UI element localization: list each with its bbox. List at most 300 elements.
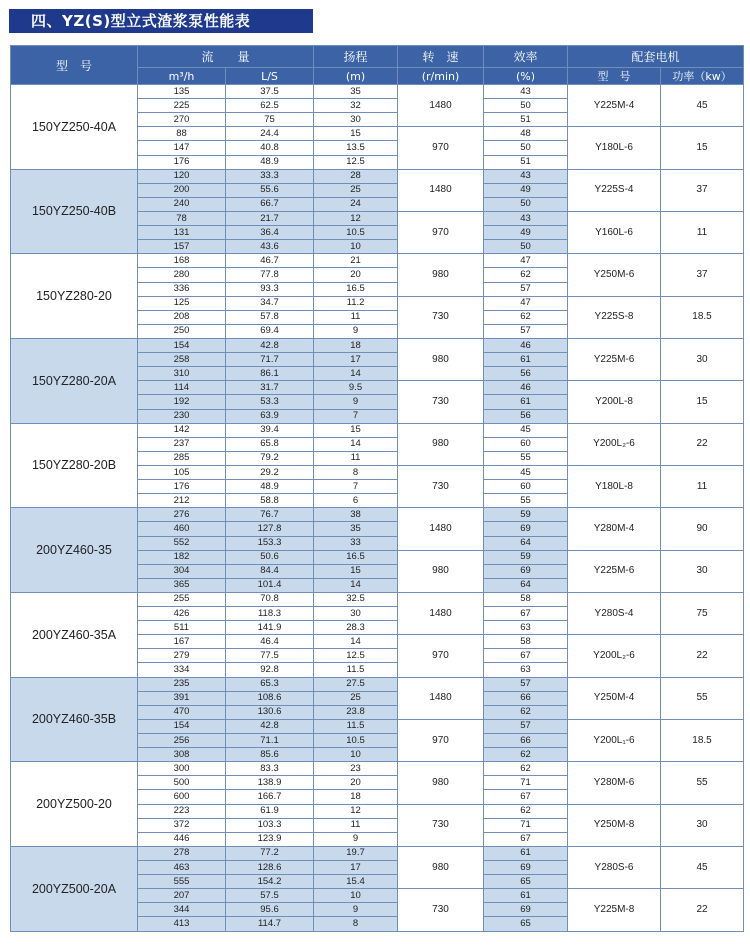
flow-ls-cell: 118.3 bbox=[226, 607, 314, 621]
flow-m3h-cell: 235 bbox=[138, 677, 226, 691]
motor-model-cell: Y280S-6 bbox=[568, 846, 661, 888]
head-cell: 7 bbox=[314, 480, 398, 494]
efficiency-cell: 66 bbox=[484, 734, 568, 748]
efficiency-cell: 61 bbox=[484, 353, 568, 367]
model-name: 200YZ500-20 bbox=[11, 762, 138, 847]
flow-ls-cell: 75 bbox=[226, 113, 314, 127]
flow-m3h-cell: 310 bbox=[138, 367, 226, 381]
head-cell: 14 bbox=[314, 635, 398, 649]
header-head-unit: (m) bbox=[314, 68, 398, 85]
head-cell: 25 bbox=[314, 691, 398, 705]
flow-ls-cell: 46.7 bbox=[226, 254, 314, 268]
flow-ls-cell: 92.8 bbox=[226, 663, 314, 677]
flow-m3h-cell: 391 bbox=[138, 691, 226, 705]
speed-cell: 970 bbox=[398, 635, 484, 677]
motor-power-cell: 37 bbox=[661, 254, 744, 296]
flow-m3h-cell: 511 bbox=[138, 621, 226, 635]
flow-m3h-cell: 230 bbox=[138, 409, 226, 423]
flow-ls-cell: 76.7 bbox=[226, 508, 314, 522]
flow-ls-cell: 95.6 bbox=[226, 903, 314, 917]
head-cell: 6 bbox=[314, 494, 398, 508]
head-cell: 16.5 bbox=[314, 550, 398, 564]
flow-ls-cell: 36.4 bbox=[226, 226, 314, 240]
table-row bbox=[11, 677, 744, 691]
table-row bbox=[11, 592, 744, 606]
head-cell: 27.5 bbox=[314, 677, 398, 691]
header-efficiency: 效率 bbox=[484, 46, 568, 68]
flow-ls-cell: 65.3 bbox=[226, 677, 314, 691]
flow-m3h-cell: 237 bbox=[138, 437, 226, 451]
speed-cell: 1480 bbox=[398, 592, 484, 634]
flow-ls-cell: 77.5 bbox=[226, 649, 314, 663]
speed-cell: 980 bbox=[398, 423, 484, 465]
flow-ls-cell: 79.2 bbox=[226, 451, 314, 465]
flow-ls-cell: 62.5 bbox=[226, 99, 314, 113]
flow-m3h-cell: 413 bbox=[138, 917, 226, 931]
head-cell: 30 bbox=[314, 113, 398, 127]
speed-cell: 730 bbox=[398, 804, 484, 846]
motor-model-cell: Y280M-6 bbox=[568, 762, 661, 804]
flow-m3h-cell: 258 bbox=[138, 353, 226, 367]
efficiency-cell: 67 bbox=[484, 607, 568, 621]
efficiency-cell: 50 bbox=[484, 197, 568, 211]
efficiency-cell: 45 bbox=[484, 465, 568, 479]
flow-ls-cell: 154.2 bbox=[226, 875, 314, 889]
head-cell: 32.5 bbox=[314, 592, 398, 606]
motor-power-cell: 11 bbox=[661, 211, 744, 253]
head-cell: 11 bbox=[314, 310, 398, 324]
efficiency-cell: 62 bbox=[484, 804, 568, 818]
flow-ls-cell: 24.4 bbox=[226, 127, 314, 141]
head-cell: 8 bbox=[314, 917, 398, 931]
flow-ls-cell: 130.6 bbox=[226, 705, 314, 719]
flow-ls-cell: 93.3 bbox=[226, 282, 314, 296]
motor-model-cell: Y180L-8 bbox=[568, 465, 661, 507]
efficiency-cell: 60 bbox=[484, 437, 568, 451]
flow-m3h-cell: 88 bbox=[138, 127, 226, 141]
speed-cell: 980 bbox=[398, 254, 484, 296]
flow-m3h-cell: 157 bbox=[138, 240, 226, 254]
flow-m3h-cell: 176 bbox=[138, 155, 226, 169]
head-cell: 10 bbox=[314, 240, 398, 254]
motor-model-cell: Y180L-6 bbox=[568, 127, 661, 169]
efficiency-cell: 63 bbox=[484, 663, 568, 677]
flow-ls-cell: 66.7 bbox=[226, 197, 314, 211]
head-cell: 18 bbox=[314, 338, 398, 352]
flow-m3h-cell: 208 bbox=[138, 310, 226, 324]
table-row bbox=[11, 423, 744, 437]
efficiency-cell: 64 bbox=[484, 578, 568, 592]
motor-model-cell: Y250M-8 bbox=[568, 804, 661, 846]
flow-m3h-cell: 255 bbox=[138, 592, 226, 606]
table-row bbox=[11, 254, 744, 268]
speed-cell: 730 bbox=[398, 296, 484, 338]
model-name: 150YZ280-20 bbox=[11, 254, 138, 339]
motor-model-cell: Y225S-8 bbox=[568, 296, 661, 338]
motor-power-cell: 18.5 bbox=[661, 296, 744, 338]
head-cell: 11 bbox=[314, 818, 398, 832]
flow-ls-cell: 123.9 bbox=[226, 832, 314, 846]
head-cell: 28.3 bbox=[314, 621, 398, 635]
efficiency-cell: 43 bbox=[484, 169, 568, 183]
efficiency-cell: 62 bbox=[484, 762, 568, 776]
model-block bbox=[11, 85, 744, 170]
flow-m3h-cell: 154 bbox=[138, 338, 226, 352]
flow-ls-cell: 42.8 bbox=[226, 719, 314, 733]
flow-ls-cell: 57.5 bbox=[226, 889, 314, 903]
flow-m3h-cell: 225 bbox=[138, 99, 226, 113]
flow-m3h-cell: 304 bbox=[138, 564, 226, 578]
motor-power-cell: 30 bbox=[661, 550, 744, 592]
flow-m3h-cell: 463 bbox=[138, 861, 226, 875]
efficiency-cell: 69 bbox=[484, 564, 568, 578]
flow-ls-cell: 58.8 bbox=[226, 494, 314, 508]
motor-model-cell: Y280S-4 bbox=[568, 592, 661, 634]
flow-m3h-cell: 279 bbox=[138, 649, 226, 663]
head-cell: 16.5 bbox=[314, 282, 398, 296]
flow-m3h-cell: 552 bbox=[138, 536, 226, 550]
efficiency-cell: 58 bbox=[484, 592, 568, 606]
efficiency-cell: 58 bbox=[484, 635, 568, 649]
model-block bbox=[11, 846, 744, 931]
efficiency-cell: 49 bbox=[484, 183, 568, 197]
page-title: 四、YZ(S)型立式渣浆泵性能表 bbox=[9, 9, 313, 33]
motor-power-cell: 30 bbox=[661, 804, 744, 846]
motor-power-cell: 18.5 bbox=[661, 719, 744, 761]
speed-cell: 1480 bbox=[398, 677, 484, 719]
model-block bbox=[11, 592, 744, 677]
flow-m3h-cell: 372 bbox=[138, 818, 226, 832]
head-cell: 9 bbox=[314, 832, 398, 846]
efficiency-cell: 57 bbox=[484, 719, 568, 733]
flow-m3h-cell: 336 bbox=[138, 282, 226, 296]
speed-cell: 980 bbox=[398, 762, 484, 804]
head-cell: 15 bbox=[314, 564, 398, 578]
flow-ls-cell: 61.9 bbox=[226, 804, 314, 818]
efficiency-cell: 51 bbox=[484, 155, 568, 169]
head-cell: 9 bbox=[314, 324, 398, 338]
efficiency-cell: 46 bbox=[484, 338, 568, 352]
flow-m3h-cell: 212 bbox=[138, 494, 226, 508]
flow-ls-cell: 128.6 bbox=[226, 861, 314, 875]
head-cell: 11.2 bbox=[314, 296, 398, 310]
speed-cell: 980 bbox=[398, 338, 484, 380]
efficiency-cell: 67 bbox=[484, 649, 568, 663]
efficiency-cell: 51 bbox=[484, 113, 568, 127]
speed-cell: 970 bbox=[398, 719, 484, 761]
flow-ls-cell: 70.8 bbox=[226, 592, 314, 606]
efficiency-cell: 49 bbox=[484, 226, 568, 240]
model-block bbox=[11, 762, 744, 847]
motor-power-cell: 55 bbox=[661, 677, 744, 719]
flow-m3h-cell: 168 bbox=[138, 254, 226, 268]
motor-model-cell: Y280M-4 bbox=[568, 508, 661, 550]
efficiency-cell: 66 bbox=[484, 691, 568, 705]
speed-cell: 730 bbox=[398, 889, 484, 931]
flow-ls-cell: 77.8 bbox=[226, 268, 314, 282]
model-block bbox=[11, 338, 744, 423]
head-cell: 15 bbox=[314, 127, 398, 141]
header-motor-power: 功率（kw） bbox=[661, 68, 744, 85]
motor-power-cell: 90 bbox=[661, 508, 744, 550]
model-block bbox=[11, 508, 744, 593]
head-cell: 13.5 bbox=[314, 141, 398, 155]
flow-ls-cell: 55.6 bbox=[226, 183, 314, 197]
efficiency-cell: 55 bbox=[484, 451, 568, 465]
flow-ls-cell: 166.7 bbox=[226, 790, 314, 804]
flow-ls-cell: 153.3 bbox=[226, 536, 314, 550]
motor-model-cell: Y200L-8 bbox=[568, 381, 661, 423]
efficiency-cell: 64 bbox=[484, 536, 568, 550]
flow-m3h-cell: 500 bbox=[138, 776, 226, 790]
flow-ls-cell: 85.6 bbox=[226, 748, 314, 762]
flow-m3h-cell: 555 bbox=[138, 875, 226, 889]
efficiency-cell: 63 bbox=[484, 621, 568, 635]
flow-ls-cell: 50.6 bbox=[226, 550, 314, 564]
flow-ls-cell: 40.8 bbox=[226, 141, 314, 155]
head-cell: 17 bbox=[314, 353, 398, 367]
efficiency-cell: 59 bbox=[484, 550, 568, 564]
flow-ls-cell: 39.4 bbox=[226, 423, 314, 437]
motor-power-cell: 45 bbox=[661, 85, 744, 127]
speed-cell: 980 bbox=[398, 550, 484, 592]
flow-ls-cell: 141.9 bbox=[226, 621, 314, 635]
table-row bbox=[11, 85, 744, 99]
header-flow: 流 量 bbox=[138, 46, 314, 68]
head-cell: 9.5 bbox=[314, 381, 398, 395]
flow-ls-cell: 33.3 bbox=[226, 169, 314, 183]
head-cell: 9 bbox=[314, 395, 398, 409]
header-flow-ls: L/S bbox=[226, 68, 314, 85]
head-cell: 12 bbox=[314, 211, 398, 225]
efficiency-cell: 47 bbox=[484, 254, 568, 268]
flow-m3h-cell: 278 bbox=[138, 846, 226, 860]
head-cell: 35 bbox=[314, 85, 398, 99]
flow-m3h-cell: 114 bbox=[138, 381, 226, 395]
efficiency-cell: 50 bbox=[484, 99, 568, 113]
efficiency-cell: 62 bbox=[484, 268, 568, 282]
efficiency-cell: 61 bbox=[484, 846, 568, 860]
flow-ls-cell: 48.9 bbox=[226, 480, 314, 494]
flow-ls-cell: 42.8 bbox=[226, 338, 314, 352]
flow-m3h-cell: 276 bbox=[138, 508, 226, 522]
model-name: 200YZ500-20A bbox=[11, 846, 138, 931]
flow-m3h-cell: 135 bbox=[138, 85, 226, 99]
efficiency-cell: 65 bbox=[484, 917, 568, 931]
flow-ls-cell: 21.7 bbox=[226, 211, 314, 225]
head-cell: 11 bbox=[314, 451, 398, 465]
header-efficiency-unit: (%) bbox=[484, 68, 568, 85]
flow-ls-cell: 53.3 bbox=[226, 395, 314, 409]
head-cell: 30 bbox=[314, 607, 398, 621]
model-block bbox=[11, 423, 744, 508]
flow-m3h-cell: 334 bbox=[138, 663, 226, 677]
head-cell: 24 bbox=[314, 197, 398, 211]
head-cell: 14 bbox=[314, 578, 398, 592]
head-cell: 35 bbox=[314, 522, 398, 536]
flow-m3h-cell: 147 bbox=[138, 141, 226, 155]
flow-m3h-cell: 470 bbox=[138, 705, 226, 719]
flow-m3h-cell: 240 bbox=[138, 197, 226, 211]
motor-model-cell: Y225S-4 bbox=[568, 169, 661, 211]
flow-m3h-cell: 285 bbox=[138, 451, 226, 465]
flow-m3h-cell: 256 bbox=[138, 734, 226, 748]
model-block bbox=[11, 677, 744, 762]
flow-ls-cell: 103.3 bbox=[226, 818, 314, 832]
flow-ls-cell: 37.5 bbox=[226, 85, 314, 99]
flow-ls-cell: 86.1 bbox=[226, 367, 314, 381]
motor-model-cell: Y250M-6 bbox=[568, 254, 661, 296]
efficiency-cell: 62 bbox=[484, 310, 568, 324]
flow-m3h-cell: 142 bbox=[138, 423, 226, 437]
table-row bbox=[11, 338, 744, 352]
speed-cell: 1480 bbox=[398, 85, 484, 127]
motor-power-cell: 45 bbox=[661, 846, 744, 888]
flow-ls-cell: 69.4 bbox=[226, 324, 314, 338]
efficiency-cell: 45 bbox=[484, 423, 568, 437]
flow-ls-cell: 34.7 bbox=[226, 296, 314, 310]
flow-ls-cell: 71.1 bbox=[226, 734, 314, 748]
motor-model-cell: Y225M-6 bbox=[568, 550, 661, 592]
flow-m3h-cell: 131 bbox=[138, 226, 226, 240]
flow-ls-cell: 31.7 bbox=[226, 381, 314, 395]
flow-ls-cell: 108.6 bbox=[226, 691, 314, 705]
efficiency-cell: 55 bbox=[484, 494, 568, 508]
motor-model-cell: Y250M-4 bbox=[568, 677, 661, 719]
head-cell: 15 bbox=[314, 423, 398, 437]
model-name: 200YZ460-35 bbox=[11, 508, 138, 593]
efficiency-cell: 57 bbox=[484, 282, 568, 296]
flow-ls-cell: 127.8 bbox=[226, 522, 314, 536]
flow-m3h-cell: 200 bbox=[138, 183, 226, 197]
flow-ls-cell: 114.7 bbox=[226, 917, 314, 931]
speed-cell: 730 bbox=[398, 465, 484, 507]
efficiency-cell: 59 bbox=[484, 508, 568, 522]
flow-m3h-cell: 192 bbox=[138, 395, 226, 409]
header-motor-model: 型 号 bbox=[568, 68, 661, 85]
head-cell: 7 bbox=[314, 409, 398, 423]
head-cell: 12.5 bbox=[314, 649, 398, 663]
model-block bbox=[11, 254, 744, 339]
flow-m3h-cell: 365 bbox=[138, 578, 226, 592]
head-cell: 25 bbox=[314, 183, 398, 197]
flow-m3h-cell: 300 bbox=[138, 762, 226, 776]
motor-power-cell: 15 bbox=[661, 127, 744, 169]
speed-cell: 1480 bbox=[398, 169, 484, 211]
table-row bbox=[11, 846, 744, 860]
efficiency-cell: 65 bbox=[484, 875, 568, 889]
header-flow-m3h: m³/h bbox=[138, 68, 226, 85]
efficiency-cell: 47 bbox=[484, 296, 568, 310]
head-cell: 17 bbox=[314, 861, 398, 875]
model-block bbox=[11, 169, 744, 254]
head-cell: 20 bbox=[314, 268, 398, 282]
head-cell: 12.5 bbox=[314, 155, 398, 169]
motor-power-cell: 22 bbox=[661, 423, 744, 465]
table-row bbox=[11, 169, 744, 183]
head-cell: 23.8 bbox=[314, 705, 398, 719]
flow-m3h-cell: 78 bbox=[138, 211, 226, 225]
flow-ls-cell: 101.4 bbox=[226, 578, 314, 592]
header-head: 扬程 bbox=[314, 46, 398, 68]
motor-power-cell: 30 bbox=[661, 338, 744, 380]
flow-m3h-cell: 446 bbox=[138, 832, 226, 846]
head-cell: 12 bbox=[314, 804, 398, 818]
head-cell: 28 bbox=[314, 169, 398, 183]
head-cell: 21 bbox=[314, 254, 398, 268]
flow-ls-cell: 48.9 bbox=[226, 155, 314, 169]
head-cell: 10 bbox=[314, 889, 398, 903]
flow-m3h-cell: 182 bbox=[138, 550, 226, 564]
head-cell: 8 bbox=[314, 465, 398, 479]
model-name: 150YZ250-40B bbox=[11, 169, 138, 254]
flow-ls-cell: 77.2 bbox=[226, 846, 314, 860]
efficiency-cell: 69 bbox=[484, 522, 568, 536]
motor-power-cell: 55 bbox=[661, 762, 744, 804]
head-cell: 11.5 bbox=[314, 719, 398, 733]
header-motor: 配套电机 bbox=[568, 46, 744, 68]
head-cell: 20 bbox=[314, 776, 398, 790]
flow-ls-cell: 84.4 bbox=[226, 564, 314, 578]
motor-power-cell: 15 bbox=[661, 381, 744, 423]
motor-power-cell: 22 bbox=[661, 635, 744, 677]
flow-m3h-cell: 460 bbox=[138, 522, 226, 536]
efficiency-cell: 71 bbox=[484, 776, 568, 790]
head-cell: 15.4 bbox=[314, 875, 398, 889]
motor-model-cell: Y160L-6 bbox=[568, 211, 661, 253]
efficiency-cell: 67 bbox=[484, 832, 568, 846]
model-name: 200YZ460-35A bbox=[11, 592, 138, 677]
head-cell: 10.5 bbox=[314, 734, 398, 748]
head-cell: 33 bbox=[314, 536, 398, 550]
efficiency-cell: 50 bbox=[484, 141, 568, 155]
efficiency-cell: 69 bbox=[484, 861, 568, 875]
flow-m3h-cell: 280 bbox=[138, 268, 226, 282]
table-header bbox=[11, 46, 744, 85]
flow-ls-cell: 138.9 bbox=[226, 776, 314, 790]
speed-cell: 970 bbox=[398, 211, 484, 253]
flow-ls-cell: 29.2 bbox=[226, 465, 314, 479]
flow-m3h-cell: 207 bbox=[138, 889, 226, 903]
motor-model-cell: Y225M-8 bbox=[568, 889, 661, 931]
efficiency-cell: 56 bbox=[484, 409, 568, 423]
head-cell: 10.5 bbox=[314, 226, 398, 240]
flow-m3h-cell: 105 bbox=[138, 465, 226, 479]
model-name: 150YZ280-20A bbox=[11, 338, 138, 423]
flow-m3h-cell: 250 bbox=[138, 324, 226, 338]
flow-ls-cell: 71.7 bbox=[226, 353, 314, 367]
efficiency-cell: 48 bbox=[484, 127, 568, 141]
efficiency-cell: 56 bbox=[484, 367, 568, 381]
motor-model-cell: Y225M-6 bbox=[568, 338, 661, 380]
motor-power-cell: 11 bbox=[661, 465, 744, 507]
flow-m3h-cell: 426 bbox=[138, 607, 226, 621]
flow-m3h-cell: 270 bbox=[138, 113, 226, 127]
efficiency-cell: 61 bbox=[484, 395, 568, 409]
header-speed-unit: (r/min) bbox=[398, 68, 484, 85]
efficiency-cell: 57 bbox=[484, 324, 568, 338]
model-name: 150YZ250-40A bbox=[11, 85, 138, 170]
efficiency-cell: 46 bbox=[484, 381, 568, 395]
motor-power-cell: 75 bbox=[661, 592, 744, 634]
header-model: 型 号 bbox=[11, 46, 138, 85]
efficiency-cell: 43 bbox=[484, 211, 568, 225]
speed-cell: 980 bbox=[398, 846, 484, 888]
motor-power-cell: 22 bbox=[661, 889, 744, 931]
head-cell: 11.5 bbox=[314, 663, 398, 677]
efficiency-cell: 62 bbox=[484, 705, 568, 719]
motor-power-cell: 37 bbox=[661, 169, 744, 211]
